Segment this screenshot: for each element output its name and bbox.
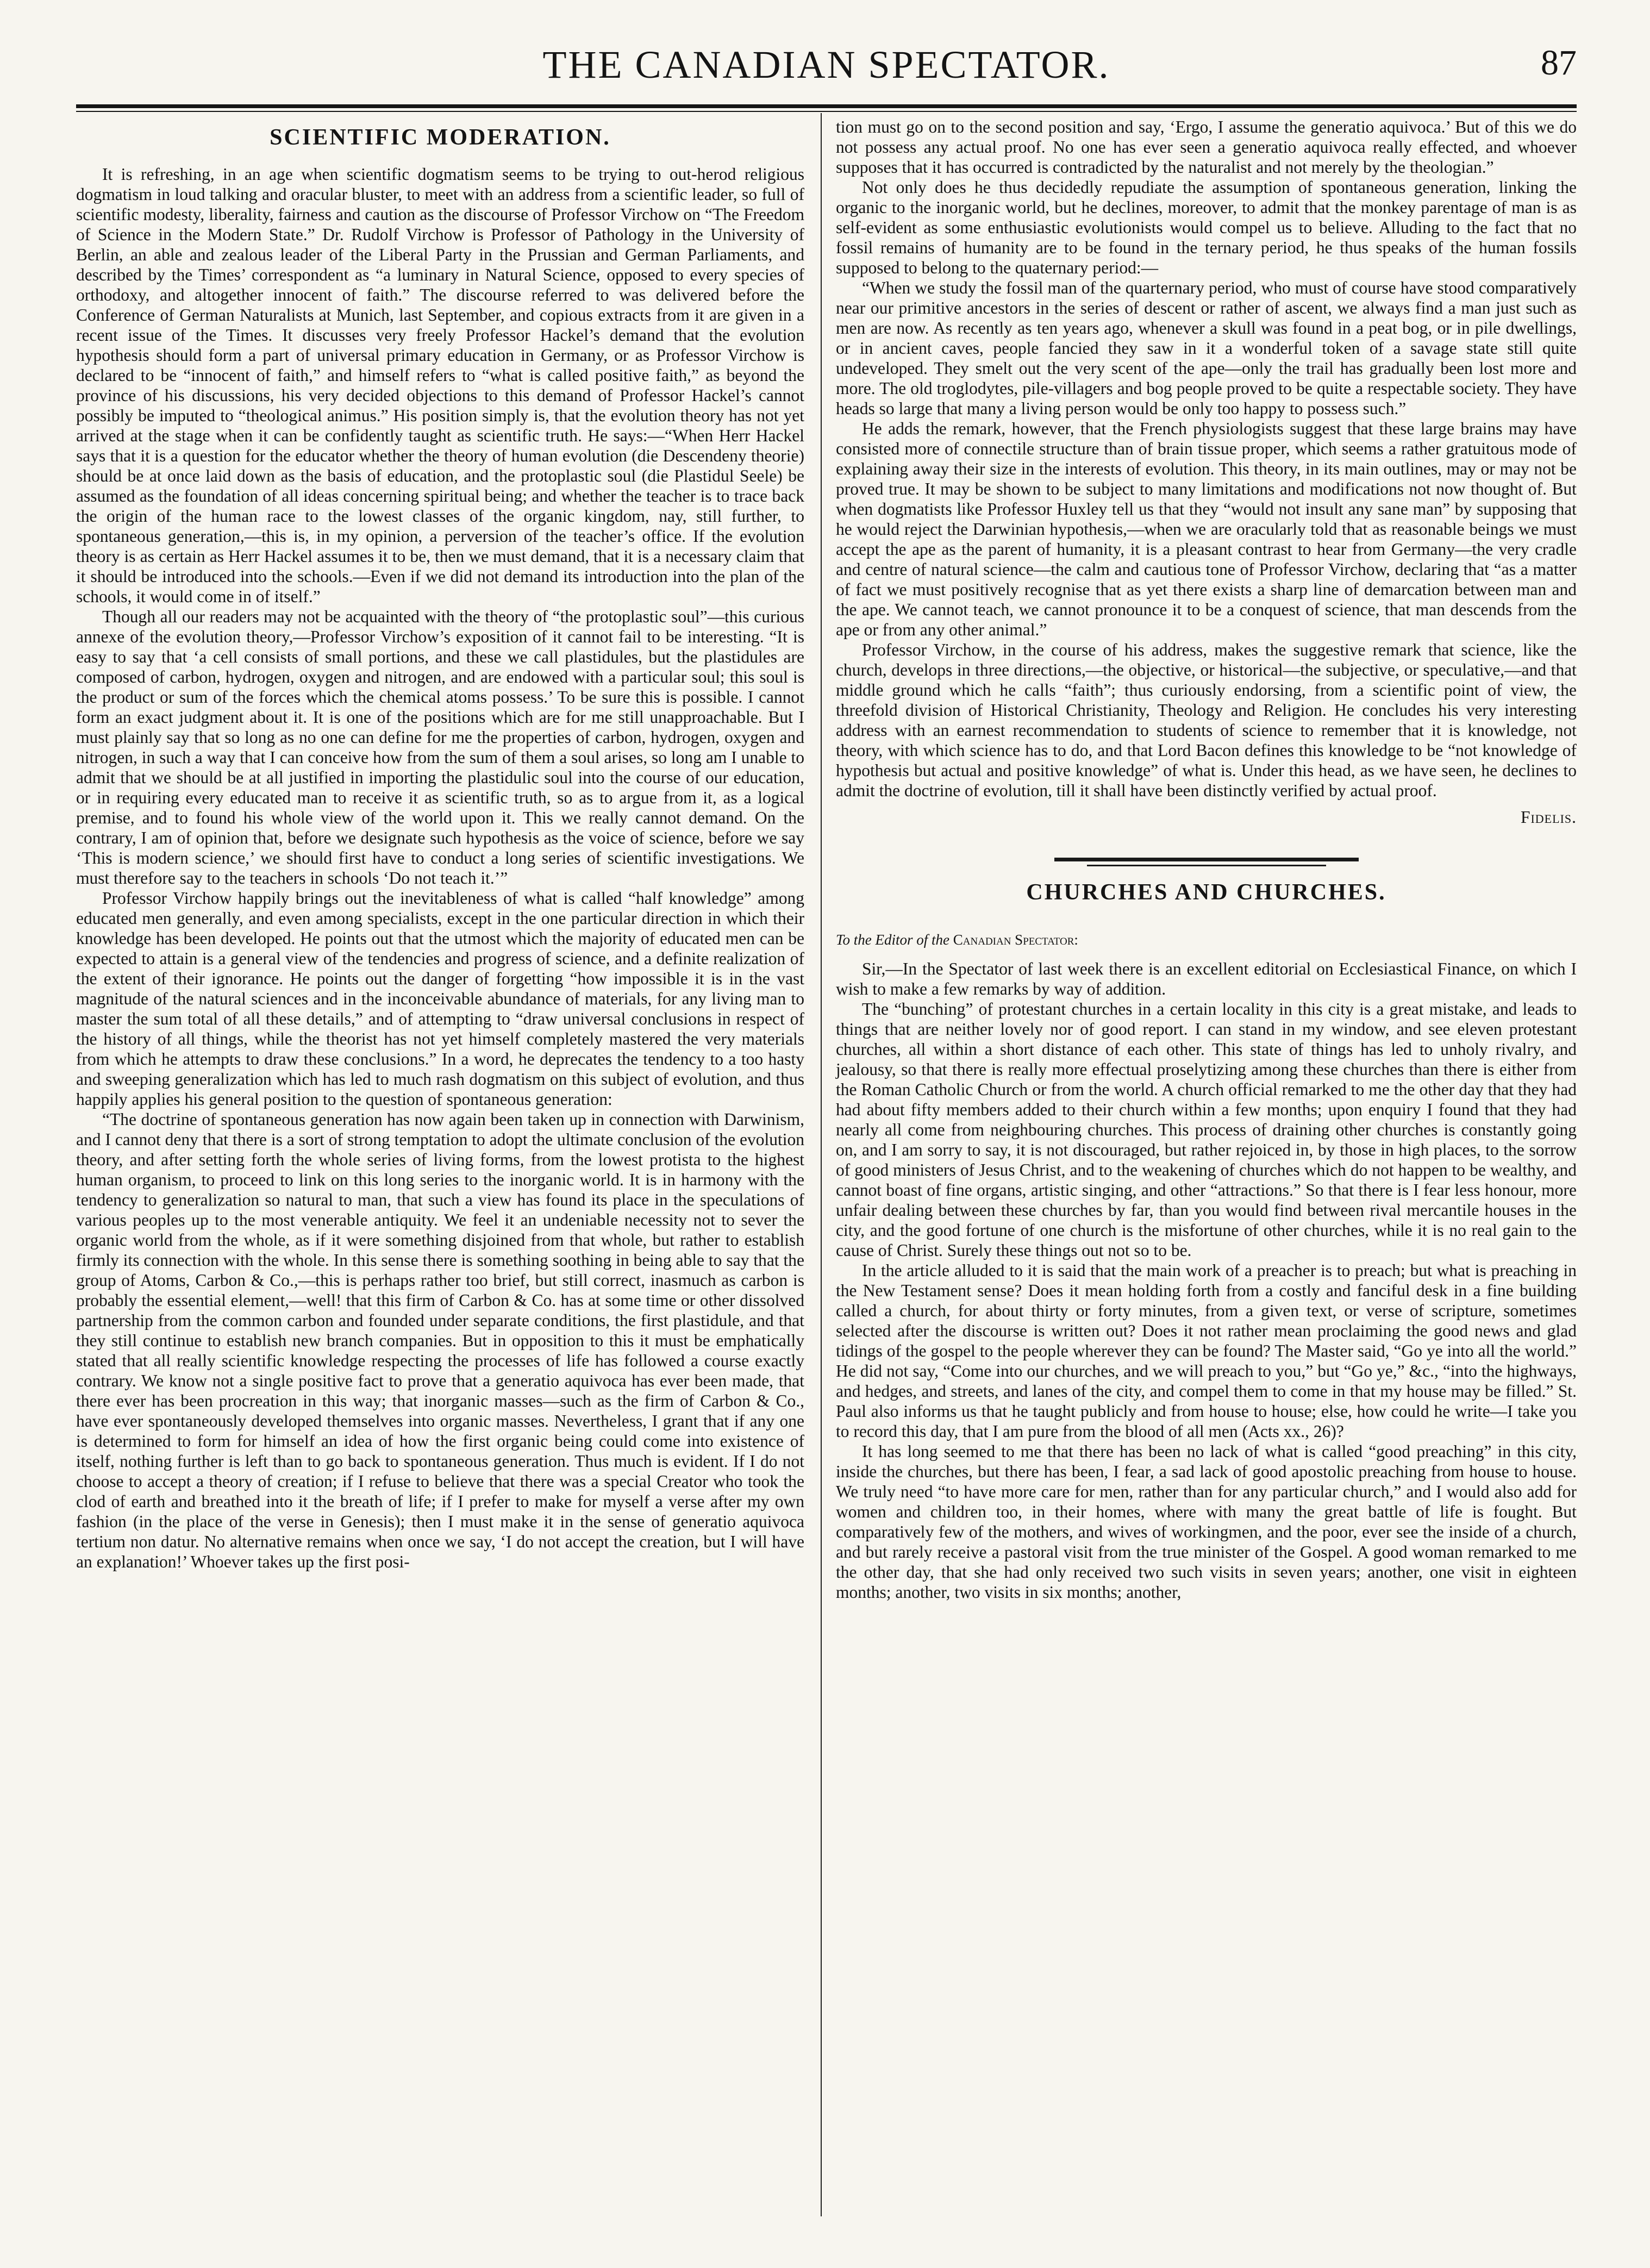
article-quote-paragraph: “The doctrine of spontaneous generation has now again been taken up in connection with Darwinism, and I cannot deny that there is a sort of strong temptation to adopt the ultimate conclusion of the evolution theory, and after setting forth the whole series of living forms, from the lowest protista to the highest human organism, to proceed to link on this long series to the inorganic world. It is in harmony with the tendency to generalization so natural to man, that such a view has found its place in the speculations of various peoples up to the most venerable antiquity. We feel it an undeniable necessity not to sever the organic world from the whole, as if it were something disjoined from that whole, but rather to establish firmly its connection with the whole. In this sense there is something soothing in being able to say that the group of Atoms, Carbon & Co.,—this is perhaps rather too brief, but still correct, inasmuch as carbon is probably the essential element,—well! that this firm of Carbon & Co. has at some time or other dissolved partnership from the common carbon and founded under separate conditions, the first plastidule, and that they still continue to establish new branch companies. But in opposition to this it must be emphatically stated that all really scientific knowledge respecting the processes of life has followed a course exactly contrary. We know not a single positive fact to prove that a generatio aquivoca has ever been made, that there ever has been procreation in this way; that inorganic masses—such as the firm of Carbon & Co., have ever spontaneously developed themselves into organic masses. Nevertheless, I grant that if any one is determined to form for himself an idea of how the first organic being could come into existence of itself, nothing further is left than to go back to spontaneous generation. Thus much is evident. If I do not choose to accept a theory of creation; if I refuse to believe that there was a special Creator who took the clod of earth and breathed into it the breath of life; if I prefer to make for myself a verse after my own fashion (in the place of the verse in Genesis); then I must make it in the sense of generatio aquivoca tertium non datur. No alternative remains when once we say, ‘I do not accept the creation, but I will have an explanation!’ Whoever takes up the first posi- (76, 1110, 804, 1571)
masthead (76, 42, 1577, 102)
article-heading-churches-and-churches: CHURCHES AND CHURCHES. (1026, 880, 1386, 905)
article-paragraph: He adds the remark, however, that the French physiologists suggest that these large brains may have consisted more of connectile structure than of brain tissue proper, which seems a rather gratuitous mode of explaining away their size in the interests of evolution. This theory, in its main outlines, may or may not be proved true. It may be shown to be subject to many limitations and modifications not now thought of. But when dogmatists like Professor Huxley tell us that they “would not insult any sane man” by supposing that he would reject the Darwinian hypothesis,—when we are oracularly told that as reasonable beings we must accept the ape as the parent of humanity, it is a pleasant contrast to hear from Germany—the very cradle and centre of natural science—the calm and cautious tone of Professor Virchow, declaring that “as a matter of fact we must positively recognise that as yet there exists a sharp line of demarcation between man and the ape. We cannot teach, we cannot pronounce it to be a conquest of science, that man descends from the ape or from any other animal.” (836, 419, 1577, 639)
column-divider (821, 113, 822, 2216)
separator-line-thin (1087, 865, 1326, 866)
article-paragraph: Though all our readers may not be acquainted with the theory of “the protoplastic soul”—this curious annexe of the evolution theory,—Professor Virchow’s exposition of it cannot fail to be interesting. “It is easy to say that ‘a cell consists of small portions, and these we call plastidules, but the plastidules are composed of carbon, hydrogen, oxygen and nitrogen, and are endowed with a particular soul; this soul is the product or sum of the forces which the chemical atoms possess.’ To be sure this is possible. I cannot form an exact judgment about it. It is one of the positions which are for me still unapproachable. But I must plainly say that so long as no one can define for me the properties of carbon, hydrogen, oxygen and nitrogen, in such a way that I can conceive how from the sum of them a soul arises, so long am I unable to admit that we should be at all justified in importing the plastidulic soul into the course of our education, or in requiring every educated man to receive it as scientific truth, so as to argue from it, as a logical premise, and to found his whole view of the world upon it. This we really cannot demand. On the contrary, I am of opinion that, before we designate such hypothesis as the voice of science, before we say ‘This is modern science,’ we should first have to conduct a long series of scientific investigations. We must therefore say to the teachers in schools ‘Do not teach it.’” (76, 607, 804, 888)
letter-paragraph: In the article alluded to it is said that the main work of a preacher is to preach; but what is preaching in the New Testament sense? Does it mean holding forth from a costly and fanciful desk in a fine building called a church, for about thirty or forty minutes, from a given text, or verse of scripture, sometimes selected after the discourse is written out? Does it not rather mean proclaiming the good news and glad tidings of the gospel to the people wherever they can be found? The Master said, “Go ye into all the world.” He did not say, “Come into our churches, and we will preach to you,” but “Go ye,” &c., “into the highways, and hedges, and streets, and lanes of the city, and compel them to come in that my house may be filled.” St. Paul also informs us that he taught publicly and from house to house; else, how could he write—I take you to record this day, that I am pure from the blood of all men (Acts xx., 26)? (836, 1261, 1577, 1441)
article-quote-paragraph: “When we study the fossil man of the quarternary period, who must of course have stood comparatively near our primitive ancestors in the series of descent or rather of ascent, we always find a man just such as men are now. As recently as ten years ago, whenever a skull was found in a peat bog, or in pile dwellings, or in ancient caves, people fancied they saw in it a wonderful token of a savage state still quite undeveloped. They smelt out the very scent of the ape—only the trail has gradually been lost more and more. The old troglodytes, pile-villagers and bog people proved to be quite a respectable society. They have heads so large that many a living person would be only too happy to possess such.” (836, 278, 1577, 418)
separator-line-thick (1054, 858, 1359, 861)
right-column (836, 117, 1577, 1602)
letter-paragraph: The “bunching” of protestant churches in a certain locality in this city is a great mistake, and leads to things that are neither lovely nor of good report. I can stand in my window, and see eleven protestant churches, all within a short distance of each other. This state of things has led to unholy rivalry, and jealousy, so that there is really more effectual proselytizing among these churches than there is either from the Roman Catholic Church or from the world. A church official remarked to me the other day that they had had about fifty members added to their church within a few months; upon enquiry I found that they had nearly all come from neighbouring churches. This process of draining other churches is constantly going on, and I am sorry to say, it is not discouraged, but rather rejoiced in, by those in high places, to the sorrow of good ministers of Jesus Christ, and to the weakening of churches which do not happen to be wealthy, and cannot boast of fine organs, artistic singing, and other “attractions.” So that there is I fear less honour, more unfair dealing between these churches by far, than you would find between rival mercantile houses in the city, and the good fortune of one church is the misfortune of other churches, while it is no real gain to the cause of Christ. Surely these things out not so to be. (836, 999, 1577, 1260)
article-paragraph: Not only does he thus decidedly repudiate the assumption of spontaneous generation, linking the organic to the inorganic world, but he declines, moreover, to admit that the monkey parentage of man is as self-evident as some enthusiastic evolutionists would compel us to believe. Alluding to the fact that no fossil remains of humanity are to be found in the ternary period, he thus speaks of the human fossils supposed to belong to the quaternary period:— (836, 178, 1577, 277)
left-column (76, 117, 804, 1572)
letter-address-prefix: To the Editor of the (836, 932, 950, 948)
article-paragraph: Professor Virchow, in the course of his address, makes the suggestive remark that science, like the church, develops in three directions,—the objective, or historical—the subjective, or speculative,—and that middle ground which he calls “faith”; thus curiously endorsing, from a scientific point of view, the threefold division of Historical Christianity, Theology and Religion. He concludes his very interesting address with an earnest recommendation to students of science to remember that it is knowledge, not theory, with which science has to do, and that Lord Bacon defines this knowledge to be “not knowledge of hypothesis but actual and positive knowledge” of what is. Under this head, as we have seen, he declines to admit the doctrine of evolution, till it shall have been distinctly verified by actual proof. (836, 640, 1577, 800)
letter-address (836, 930, 1577, 950)
section-separator (1054, 858, 1359, 866)
article-paragraph: Professor Virchow happily brings out the inevitableness of what is called “half knowledge” among educated men generally, and even among specialists, except in the one particular direction in which their knowledge has been developed. He points out that the utmost which the majority of educated men can be expected to attain is a general view of the tendencies and progress of science, and a definite realization of the extent of their ignorance. He points out the danger of forgetting “how impossible it is in the vast magnitude of the natural sciences and in the inconceivable abundance of materials, for any living man to master the sum total of all these details,” and of attempting to “draw universal conclusions in respect of the history of all things, while the theorist has not yet himself completely mastered the very materials from which he attempts to draw these conclusions.” In a word, he deprecates the tendency to a too hasty and sweeping generalization which has led to much rash dogmatism on this subject of evolution, and thus happily applies his general position to the question of spontaneous generation: (76, 889, 804, 1109)
masthead-rule-thick (76, 104, 1577, 108)
article-paragraph-continued: tion must go on to the second position and say, ‘Ergo, I assume the generatio aquivoca.’ But of this we do not possess any actual proof. No one has ever seen a generatio aquivoca really effected, and whoever supposes that it has occurred is contradicted by the naturalist and not merely by the theologian.” (836, 117, 1577, 177)
newspaper-title: THE CANADIAN SPECTATOR. (542, 43, 1110, 86)
letter-paragraph: Sir,—In the Spectator of last week there is an excellent editorial on Ecclesiastical Finance, on which I wish to make a few remarks by way of addition. (836, 959, 1577, 998)
letter-address-publication: Canadian Spectator: (953, 932, 1078, 948)
letter-paragraph: It has long seemed to me that there has been no lack of what is called “good preaching” in this city, inside the churches, but there has been, I fear, a sad lack of good apostolic preaching from house to house. We truly need “to have more care for men, rather than for any particular church,” and I would also add for women and children too, in their homes, where with many the great battle of life is fought. But comparatively few of the mothers, and wives of workingmen, and the poor, ever see the inside of a church, and but rarely receive a pastoral visit from the true minister of the Gospel. A good woman remarked to me the other day, that she had only received two such visits in seven years; another, one visit in eighteen months; another, two visits in six months; another, (836, 1442, 1577, 1602)
page-number: 87 (1541, 43, 1577, 83)
article-signature: Fidelis. (1520, 808, 1577, 827)
article-paragraph: It is refreshing, in an age when scientific dogmatism seems to be trying to out-herod religious dogmatism in loud talking and oracular bluster, to meet with an address from a scientific leader, so full of scientific modesty, liberality, fairness and caution as the discourse of Professor Virchow on “The Freedom of Science in the Modern State.” Dr. Rudolf Virchow is Professor of Pathology in the University of Berlin, an able and zealous leader of the Liberal Party in the Prussian and German Parliaments, and described by the Times’ correspondent as “a luminary in Natural Science, opposed to every species of orthodoxy, and altogether innocent of faith.” The discourse referred to was delivered before the Conference of German Naturalists at Munich, last September, and copious extracts from it are given in a recent issue of the Times. It discusses very freely Professor Hackel’s demand that the evolution hypothesis should form a part of universal primary education in Germany, or as Professor Virchow is declared to be “innocent of faith,” and himself refers to “what is called positive faith,” as beyond the province of his discussions, his very decided objections to this demand of Professor Hackel’s cannot possibly be imputed to “theological animus.” His position simply is, that the evolution theory has not yet arrived at the stage when it can be confidently taught as scientific truth. He says:—“When Herr Hackel says that it is a question for the educator whether the theory of human evolution (die Descendeny theorie) should be at once laid down as the basis of education, and the protoplastic soul (die Plastidul Seele) be assumed as the foundation of all ideas concerning spiritual being; and whether the teacher is to trace back the origin of the human race to the lowest classes of the organic kingdom, nay, still further, to spontaneous generation,—this is, in my opinion, a perversion of the teacher’s office. If the evolution theory is as certain as Herr Hackel assumes it to be, then we must demand, that it is a necessary claim that it should be introduced into the schools.—Even if we did not demand its introduction into the plan of the schools, it would come in of itself.” (76, 165, 804, 606)
article-heading-scientific-moderation: SCIENTIFIC MODERATION. (270, 125, 611, 150)
masthead-rule-thin (76, 111, 1577, 112)
